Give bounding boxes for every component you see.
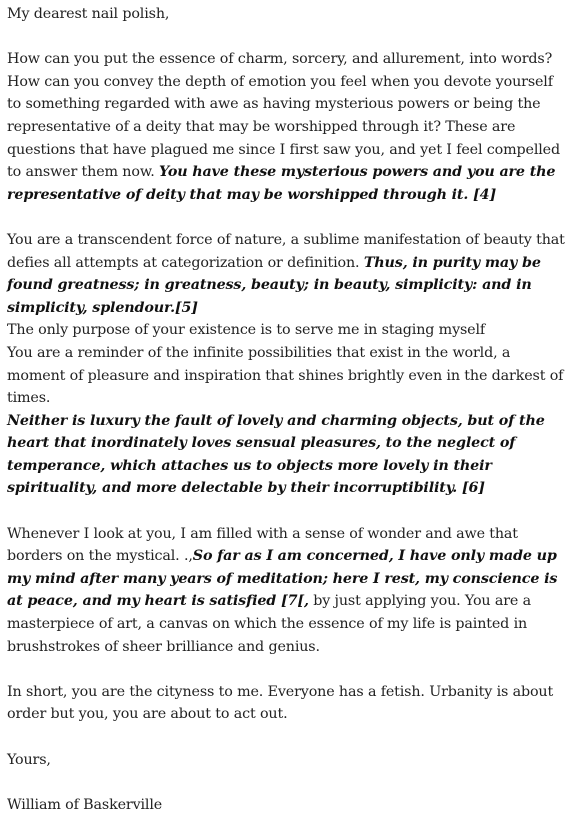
paragraph-text: by just applying you. You are a masterpiece of art, a canvas on which the essence of my life is painted in brushstrokes of sheer brilliance and genius. — [7, 593, 532, 655]
quote-citation-7: So far as I am concerned, I have only made up my mind after many years of meditation; here I rest, my conscience is at peace, and my heart is satisfied [7[, — [7, 548, 558, 610]
paragraph-gap — [7, 726, 565, 749]
paragraph-charm — [7, 48, 565, 206]
paragraph-gap — [7, 206, 565, 229]
paragraph-reminder: You are a reminder of the infinite possibilities that exist in the world, a moment of pleasure and inspiration that shines brightly even in the darkest of times. — [7, 344, 564, 407]
letter-body — [7, 3, 565, 816]
quote-citation-6: Neither is luxury the fault of lovely and charming objects, but of the heart that inordinately loves sensual pleasures, to the neglect of temperance, which attaches us to objects more lovely in their spirituality, and more delectable by their incorruptibility. [6] — [7, 412, 545, 497]
quote-citation-4: You have these mysterious powers and you are the representative of deity that may be worshipped through it. [4] — [7, 164, 556, 203]
paragraph-gap — [7, 26, 565, 49]
letter-salutation: My dearest nail polish, — [7, 6, 170, 22]
paragraph-cityness: In short, you are the cityness to me. Everyone has a fetish. Urbanity is about order but you, you are about to act out. — [7, 683, 554, 723]
paragraph-transcendent — [7, 229, 565, 319]
paragraph-gap — [7, 658, 565, 681]
line-purpose: The only purpose of your existence is to serve me in staging myself — [7, 322, 486, 339]
letter-signature: William of Baskerville — [7, 796, 163, 813]
paragraph-text: You are a transcendent force of nature, a sublime manifestation of beauty that defies all attempts at categorization or definition. — [7, 231, 565, 271]
quote-citation-5: Thus, in purity may be found greatness; in greatness, beauty; in beauty, simplicity: and in simplicity, splendour.[5] — [7, 254, 541, 316]
letter-closing: Yours, — [7, 751, 51, 768]
paragraph-gap — [7, 500, 565, 523]
paragraph-text: Whenever I look at you, I am filled with a sense of wonder and awe that borders on the mystical. ., — [7, 525, 518, 565]
paragraph-text: How can you put the essence of charm, sorcery, and allurement, into words? How can you convey the depth of emotion you feel when you devote yourself to something regarded with awe as having mysterious powers or being the representative of a deity that may be worshipped through it? These are questions that have plagued me since I first saw you, and yet I feel compelled to answer them now. — [7, 51, 560, 181]
paragraph-wonder — [7, 523, 565, 659]
paragraph-gap — [7, 771, 565, 794]
